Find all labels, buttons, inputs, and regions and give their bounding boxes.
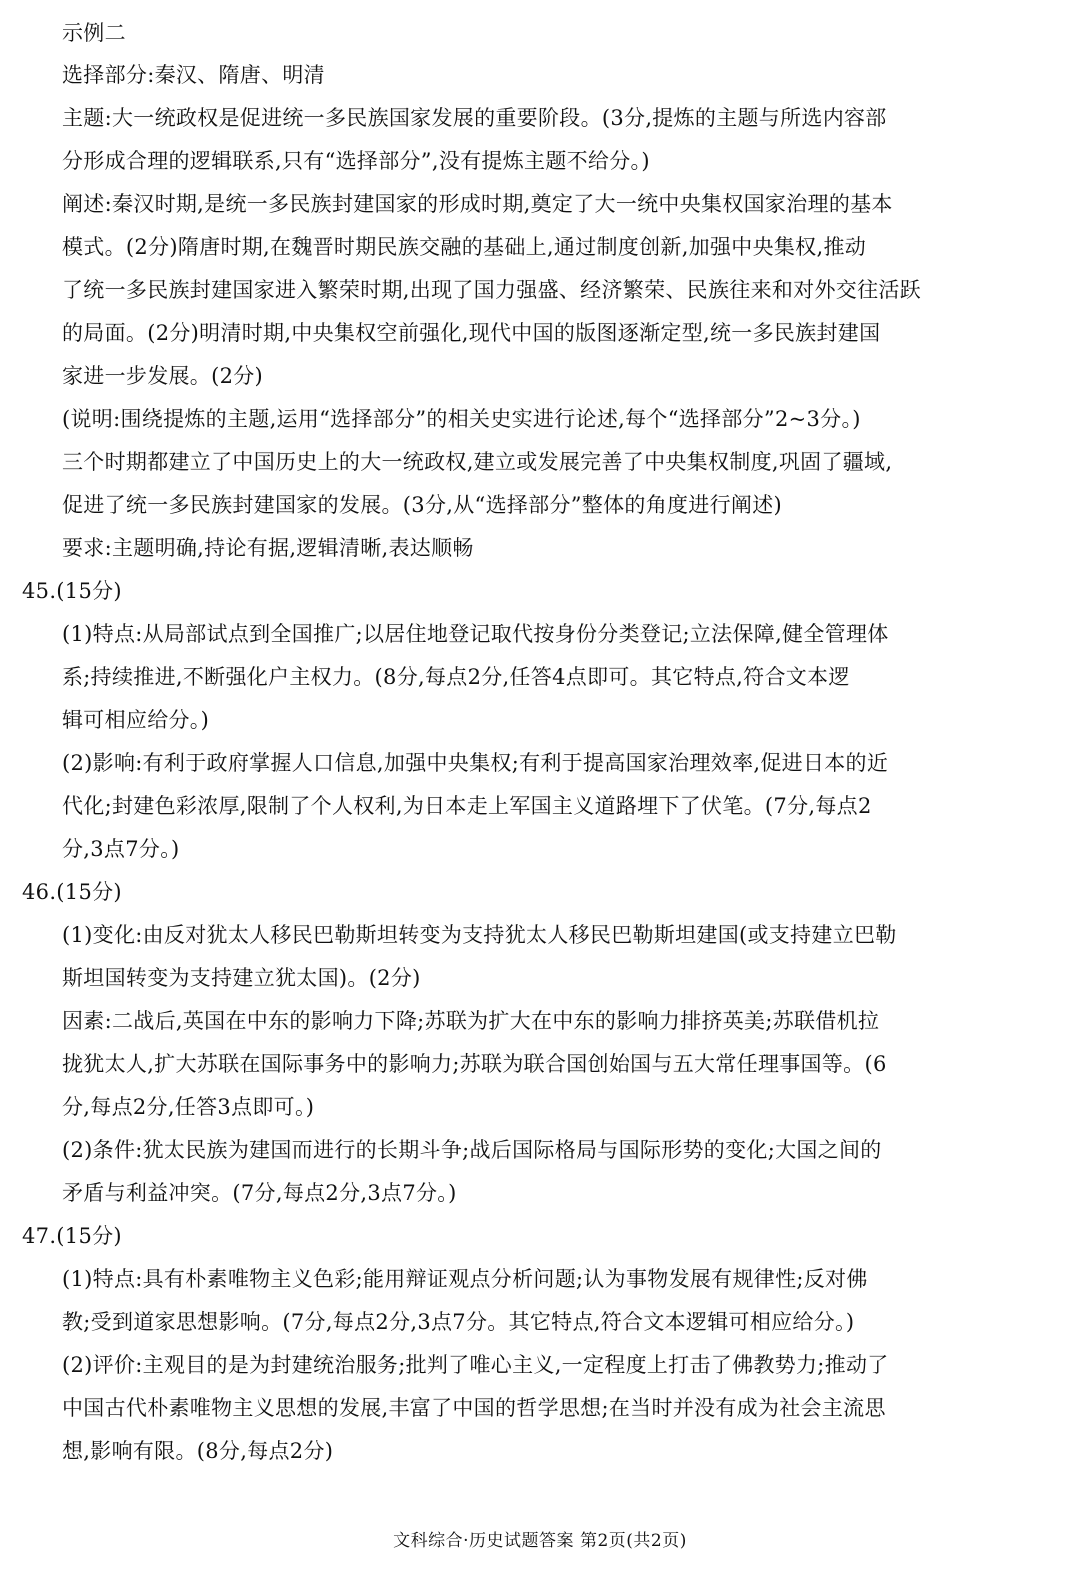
requirement-line: 要求:主题明确,持论有据,逻辑清晰,表达顺畅	[62, 536, 474, 560]
note-line: (说明:围绕提炼的主题,运用“选择部分”的相关史实进行论述,每个“选择部分”2~3分。)	[62, 407, 861, 431]
q47-part1-line-2: 教;受到道家思想影响。(7分,每点2分,3点7分。其它特点,符合文本逻辑可相应给分。)	[62, 1310, 855, 1334]
theme-line-2: 分形成合理的逻辑联系,只有“选择部分”,没有提炼主题不给分。)	[62, 149, 650, 173]
question-46-number: 46.(15分)	[22, 880, 122, 904]
q47-part1-line-1: (1)特点:具有朴素唯物主义色彩;能用辩证观点分析问题;认为事物发展有规律性;反对佛	[62, 1267, 868, 1291]
example-heading: 示例二	[62, 21, 126, 45]
q46-part1-line-1: (1)变化:由反对犹太人移民巴勒斯坦转变为支持犹太人移民巴勒斯坦建国(或支持建立巴勒	[62, 923, 897, 947]
q46-factors-line-3: 分,每点2分,任答3点即可。)	[62, 1095, 315, 1119]
page-footer: 文科综合·历史试题答案 第2页(共2页)	[393, 1531, 687, 1551]
q47-part2-line-3: 想,影响有限。(8分,每点2分)	[62, 1439, 334, 1463]
q45-part2-line-3: 分,3点7分。)	[62, 837, 180, 861]
elaboration-line-5: 家进一步发展。(2分)	[62, 364, 264, 388]
question-47-number: 47.(15分)	[22, 1224, 122, 1248]
question-45-number: 45.(15分)	[22, 579, 122, 603]
q46-factors-line-1: 因素:二战后,英国在中东的影响力下降;苏联为扩大在中东的影响力排挤英美;苏联借机拉	[62, 1009, 880, 1033]
q45-part1-line-3: 辑可相应给分。)	[62, 708, 210, 732]
elaboration-line-2: 模式。(2分)隋唐时期,在魏晋时期民族交融的基础上,通过制度创新,加强中央集权,推动	[62, 235, 867, 259]
q46-factors-line-2: 拢犹太人,扩大苏联在国际事务中的影响力;苏联为联合国创始国与五大常任理事国等。(6	[62, 1052, 887, 1076]
q45-part1-line-2: 系;持续推进,不断强化户主权力。(8分,每点2分,任答4点即可。其它特点,符合文本逻	[62, 665, 850, 689]
elaboration-line-1: 阐述:秦汉时期,是统一多民族封建国家的形成时期,奠定了大一统中央集权国家治理的基本	[62, 192, 893, 216]
q45-part1-line-1: (1)特点:从局部试点到全国推广;以居住地登记取代按身份分类登记;立法保障,健全管理体	[62, 622, 889, 646]
summary-line-1: 三个时期都建立了中国历史上的大一统政权,建立或发展完善了中央集权制度,巩固了疆域,	[62, 450, 893, 474]
q46-part2-line-2: 矛盾与利益冲突。(7分,每点2分,3点7分。)	[62, 1181, 457, 1205]
q45-part2-line-2: 代化;封建色彩浓厚,限制了个人权利,为日本走上军国主义道路埋下了伏笔。(7分,每点2	[62, 794, 872, 818]
elaboration-line-4: 的局面。(2分)明清时期,中央集权空前强化,现代中国的版图逐渐定型,统一多民族封建国	[62, 321, 881, 345]
selection-line: 选择部分:秦汉、隋唐、明清	[62, 63, 325, 87]
elaboration-line-3: 了统一多民族封建国家进入繁荣时期,出现了国力强盛、经济繁荣、民族往来和对外交往活跃	[62, 278, 921, 302]
q45-part2-line-1: (2)影响:有利于政府掌握人口信息,加强中央集权;有利于提高国家治理效率,促进日本的近	[62, 751, 889, 775]
q47-part2-line-2: 中国古代朴素唯物主义思想的发展,丰富了中国的哲学思想;在当时并没有成为社会主流思	[62, 1396, 886, 1420]
q46-part2-line-1: (2)条件:犹太民族为建国而进行的长期斗争;战后国际格局与国际形势的变化;大国之间的	[62, 1138, 882, 1162]
q47-part2-line-1: (2)评价:主观目的是为封建统治服务;批判了唯心主义,一定程度上打击了佛教势力;推动了	[62, 1353, 889, 1377]
q46-part1-line-2: 斯坦国转变为支持建立犹太国)。(2分)	[62, 966, 421, 990]
theme-line-1: 主题:大一统政权是促进统一多民族国家发展的重要阶段。(3分,提炼的主题与所选内容部	[62, 106, 887, 130]
summary-line-2: 促进了统一多民族封建国家的发展。(3分,从“选择部分”整体的角度进行阐述)	[62, 493, 782, 517]
